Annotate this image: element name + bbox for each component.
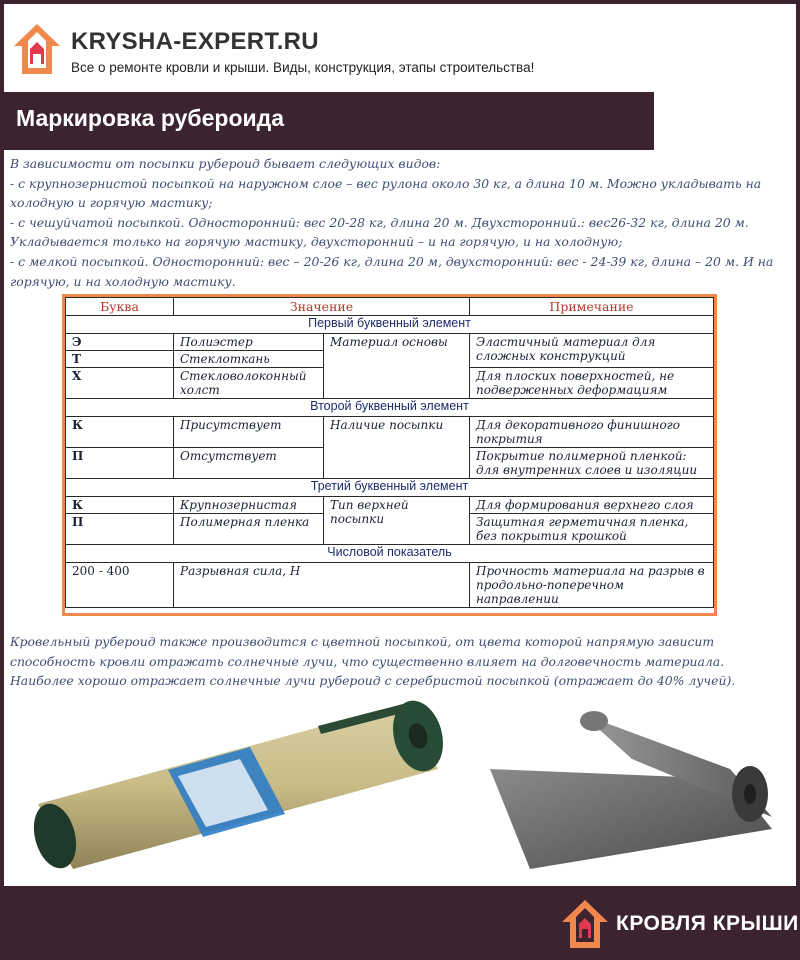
intro-line: холодную и горячую мастику; [10,195,213,211]
section-header: Второй буквенный элемент [66,399,714,417]
site-header [4,4,796,90]
value-cell: Присутствует [174,417,324,448]
table-row [66,563,714,608]
letter-cell: П [66,514,174,545]
title-band [4,92,654,150]
note-cell: Эластичный материал для сложных конструкций [470,334,714,368]
note-cell: Покрытие полимерной пленкой: для внутренних слоев и изоляции [470,448,714,479]
section-header: Первый буквенный элемент [66,316,714,334]
section-header: Третий буквенный элемент [66,479,714,497]
table-row [66,334,714,351]
table-row [66,497,714,514]
value-cell: Разрывная сила, Н [174,563,470,608]
letter-cell: К [66,497,174,514]
value-cell: Полимерная пленка [174,514,324,545]
value-cell: Стеклоткань [174,351,324,368]
page [4,4,796,886]
letter-cell: 200 - 400 [66,563,174,608]
letter-cell: Э [66,334,174,351]
note-cell: Для формирования верхнего слоя [470,497,714,514]
page-title: Маркировка рубероида [16,105,285,131]
footer-brand[interactable]: КРОВЛЯ КРЫШИ [616,912,799,935]
letter-cell: Т [66,351,174,368]
value-cell: Крупнозернистая [174,497,324,514]
table-header-row [66,298,714,316]
ruberoid-roll-image [18,694,458,874]
meaning-cell: Материал основы [324,334,470,399]
table-row [66,417,714,448]
letter-cell: П [66,448,174,479]
house-logo-icon[interactable] [12,22,62,78]
value-cell: Отсутствует [174,448,324,479]
intro-line: - с чешуйчатой посыпкой. Односторонний: вес 20-28 кг, длина 20 м. Двухсторонний.: вес26-32 кг, длина 20 м. [10,214,749,230]
intro-line: - с мелкой посыпкой. Односторонний: вес – 20-26 кг, длина 20 м, двухсторонний: вес - 24-39 кг, длина – 20 м. И на [10,253,774,269]
intro-line: - с крупнозернистой посыпкой на наружном слое – вес рулона около 30 кг, а длина 10 м. Можно укладывать на [10,175,762,191]
outro-text [10,632,794,691]
section-header: Числовой показатель [66,545,714,563]
marking-table [62,294,717,616]
outro-line: Наиболее хорошо отражает солнечные лучи рубероид с серебристой посыпкой (отражает до 40% лучей). [10,673,736,689]
outro-line: способность кровли отражать солнечные лучи, что существенно влияет на долговечность материала. [10,653,725,669]
intro-line: В зависимости от посыпки рубероид бывает следующих видов: [10,156,441,171]
letter-cell: Х [66,368,174,399]
meaning-cell: Наличие посыпки [324,417,470,479]
note-cell: Защитная герметичная пленка, без покрытия крошкой [470,514,714,545]
ruberoid-sheet-image [482,699,782,874]
col-letter-header: Буква [66,298,174,316]
col-value-header: Значение [174,298,470,316]
note-cell: Для декоративного финишного покрытия [470,417,714,448]
outro-line: Кровельный рубероид также производится с цветной посыпкой, от цвета которой напрямую зависит [10,634,715,649]
col-note-header: Примечание [470,298,714,316]
letter-cell: К [66,417,174,448]
intro-text [10,154,790,291]
site-tagline: Все о ремонте кровли и крыши. Виды, конструкция, этапы строительства! [71,60,535,75]
intro-line: горячую, и на холодную мастику. [10,273,236,289]
intro-line: Укладывается только на горячую мастику, двухсторонний – и на горячую, и на холодную; [10,234,623,250]
value-cell: Полиэстер [174,334,324,351]
note-cell: Прочность материала на разрыв в продольно-поперечном направлении [470,563,714,608]
note-cell: Для плоских поверхностей, не подверженных деформациям [470,368,714,399]
house-logo-icon [560,898,610,950]
site-name[interactable]: KRYSHA-EXPERT.RU [71,28,319,55]
meaning-cell: Тип верхней посыпки [324,497,470,545]
value-cell: Стекловолоконный холст [174,368,324,399]
